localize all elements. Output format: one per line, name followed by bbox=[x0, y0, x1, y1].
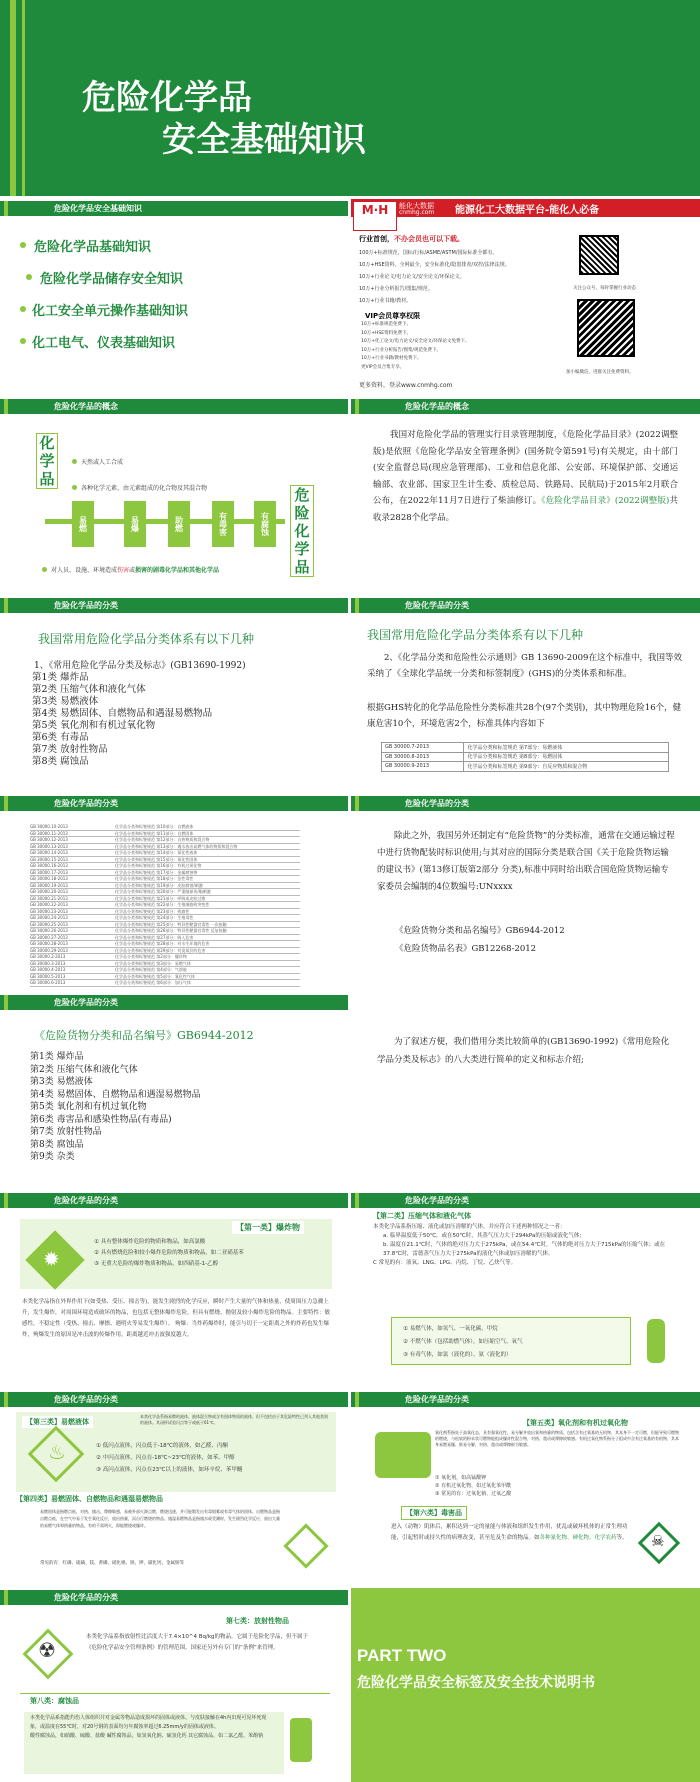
slide-header: 危险化学品的分类 bbox=[0, 995, 348, 1010]
slide-heading: 我国常用危险化学品分类体系有以下几种 bbox=[38, 632, 255, 646]
class2-items: ① 易燃气体，如氢气、一氧化碳、甲烷 ② 不燃气体（包括助燃气体），如压缩空气、氧气 ③ 有毒气体，如氯（液化的）、氨（液化的） bbox=[403, 1326, 523, 1358]
property-box: 助燃 bbox=[168, 501, 190, 547]
part-label: PART TWO bbox=[357, 1646, 447, 1665]
qr-caption: 关注公众号，每时掌握行业动态 bbox=[573, 286, 636, 291]
standard-code: GB 30000.10-2013 bbox=[30, 824, 68, 829]
class3-4-slide bbox=[0, 1390, 348, 1585]
standard-title: 化学品分类和标签规范 第20部分：严重眼损伤/眼刺激 bbox=[115, 889, 211, 894]
flame-glyph: ♨ bbox=[48, 1440, 66, 1464]
standard-title: 化学品分类和标签规范 第13部分：遇水放出易燃气体的物质和混合物 bbox=[115, 843, 238, 849]
cover-slide bbox=[0, 0, 700, 196]
standard-title: 化学品分类和标签规范 第4部分：气溶胶 bbox=[115, 967, 187, 972]
accent-stripe bbox=[10, 0, 16, 196]
class6-title: 【第六类】毒害品 bbox=[401, 1506, 467, 1520]
standard-code: GB 30000.19-2013 bbox=[30, 882, 68, 888]
class2-title: 【第二类】压缩气体和液化气体 bbox=[373, 1212, 471, 1220]
standard-code: GB 30000.14-2013 bbox=[30, 850, 68, 855]
concept-paragraph: 我国对危险化学品的管理实行目录管理制度，《危险化学品目录》(2022调整版)是依照《危险化学品安全管理条例》(国务院令第591号)有关规定，由十部门(安全监督总局(现应急管理部)、工业和信息化部、公安部、环境保护部、交通运输部、农业部、国家卫生计生委、质检总局、铁路局、民航局)于2015年2月联合公布，在2022年11月7日进行了柴油修订。《危险化学品目录》(2022调整版)共收录2828个化学品。 bbox=[373, 430, 678, 523]
slide-header: 危险化学品的概念 bbox=[0, 399, 348, 414]
standard-code: GB 30000.12-2013 bbox=[30, 837, 68, 842]
explosion-glyph: ✹ bbox=[43, 1247, 60, 1271]
standards-table bbox=[381, 742, 669, 772]
standard-title: 化学品分类和标签规范 第27部分：吸入危害 bbox=[115, 934, 194, 940]
standard-title: 化学品分类和标签规范 第19部分：皮肤腐蚀/刺激 bbox=[115, 882, 203, 888]
standard-code: GB 30000.26-2013 bbox=[30, 928, 68, 933]
class1-body: 本类化学品指在外界作用下(如受热、受压、撞击等)，能发生剧烈的化学反应，瞬时产生大量的气体和热量，使周围压力急骤上升，发生爆炸，对周围环境造成破坏的物品，也包括无整体爆炸危险，但具有燃烧、抛射及较小爆炸危险的物品。主要特性：敏感性，不稳定性（受热、撞击、摩擦、遇明火等易发生爆炸）。 殉爆：当炸药爆炸时，能引与切于一定距离之外的炸药也发生爆炸，殉爆发生的原因是冲击波的传爆作用，距离越近冲击波强度越大。 bbox=[22, 1299, 331, 1338]
standard-title: 化学品分类和标签规范 第23部分：致癌性 bbox=[115, 908, 190, 914]
standard-title: 化学品分类和标签规范 第2部分：爆炸物 bbox=[115, 954, 187, 959]
logo-box bbox=[353, 201, 397, 231]
standard-title: 化学品分类和标签规范 第5部分：氧化性气体 bbox=[115, 973, 195, 979]
ad-sub: 行业首创，不办会员也可以下载。 bbox=[359, 235, 464, 243]
property-box: 易燃 bbox=[72, 501, 94, 547]
standard-title: 化学品分类和标签规范 第25部分：特异性靶器官毒性 一次接触 bbox=[115, 921, 227, 927]
class1-title: 【第一类】爆炸物 bbox=[232, 1221, 304, 1234]
goods-standard-1: 《危险货物分类和品名编号》GB6944-2012 bbox=[395, 926, 565, 936]
contents-item: 危险化学品储存安全知识 bbox=[20, 261, 188, 293]
standard-title: 化学品分类和标签规范 第26部分：特异性靶器官毒性 反复接触 bbox=[115, 928, 227, 933]
concept-footer: 对人员、设施、环境造成伤害或损害的剧毒化学品和其他化学品 bbox=[42, 565, 219, 574]
slide-heading: 《危险货物分类和品名编号》GB6944-2012 bbox=[34, 1029, 254, 1042]
contents-slide bbox=[0, 199, 348, 394]
vip-title: VIP会员尊享权限 bbox=[365, 312, 421, 320]
class7-8-slide bbox=[0, 1588, 348, 1782]
ad-more: 更多资料，登录www.cnmhg.com bbox=[359, 382, 453, 389]
oxidizer-icon bbox=[375, 1432, 431, 1478]
class5-items: ① 氧化剂，如高锰酸钾 ② 有机过氧化物，如过氧化苯甲酰 ③ 常见的有：过氧化钠、过氧乙酸 bbox=[435, 1475, 512, 1497]
slide-header: 危险化学品的分类 bbox=[351, 1193, 700, 1208]
class8-desc: 本类化学品系指能灼伤人体组织并对金属等物品造成损坏的固体或液体。与皮肤接触在4h内出现可见坏死现象，或温度在55℃时，对20号钢的表面均匀年腐蚀率超过6.25mm/y的固体或液体。 酸性腐蚀品，如硝酸、硫酸、盐酸 碱性腐蚀品，如氢氧化钠、硫氢化钙 其它腐蚀品，如二氯乙醛、苯酚钠 bbox=[30, 1715, 267, 1739]
skull-glyph: ☠ bbox=[651, 1532, 665, 1550]
ad-lines: 100万+标准规范，国标/行标/ASME/ASTM/国际标准全都有。 10万+HSE资料，全网最全，安全标准化/隐患排查/双控/法律法规。 10万+行业论文/电力论文/安全论文/环保论文。 10万+行业分析报告/图集/规范。 10万+行业书籍/教材。 bbox=[359, 250, 510, 304]
standard-intro: 1、《常用危险化学品分类及标志》(GB13690-1992) bbox=[34, 661, 246, 671]
class6-desc: 进入（动物）肌体后，累积达到一定的量能与体液和组织发生作用，扰乱或破坏机体的正常生理功能，引起暂时或持久性的病理改变，甚至危及生命的物品。如各种氰化物、砷化物、化学农药等。 bbox=[391, 1524, 628, 1541]
classification-slide-2 bbox=[351, 596, 700, 791]
class7-desc: 本类化学品系指放射性比活度大于7.4×10^4 Bq/kg的物品。它属于危险化学品，但不属于《危险化学品安全管理条例》的管理范围。国家还另外有专门的“条例”来管理。 bbox=[86, 1634, 309, 1651]
ad-headline: 能源化工大数据平台-能化人必备 bbox=[455, 205, 600, 216]
category-list: 第1类 爆炸品 第2类 压缩气体和液化气体 第3类 易燃液体 第4类 易燃固体、自燃物品和遇湿易燃物品 第5类 氧化剂和有机过氧化物 第6类 毒害品和感染性物品(有毒品) 第7类 放射性物品 第8类 腐蚀品 第9类 杂类 bbox=[30, 1052, 201, 1162]
standards-table bbox=[30, 824, 300, 987]
slide-header: 危险化学品的分类 bbox=[0, 1193, 348, 1208]
standard-code: GB 30000.6-2013 bbox=[30, 980, 66, 985]
standard-title: 化学品分类和标签规范 第3部分：易燃气体 bbox=[115, 960, 191, 966]
radiation-glyph: ☢ bbox=[38, 1638, 56, 1662]
standard-code: GB 30000.13-2013 bbox=[30, 843, 68, 849]
goods-standard-2: 《危险货物品名表》GB12268-2012 bbox=[395, 944, 537, 954]
standard-code: GB 30000.15-2013 bbox=[30, 856, 68, 862]
table-row: GB 30000.8-2013 化学品分类和标签规范 第8部分：易燃固体 bbox=[382, 752, 669, 762]
slide-header: 危险化学品的分类 bbox=[351, 598, 700, 613]
class3-items: ① 低闪点液体，闪点低于-18℃的液体，如乙醛、丙酮 ② 中闪点液体，闪点在-18℃~23℃的液体，如苯、甲醇 ③ 高闪点液体，闪点在23℃以上的液体，如环辛烷、苯甲醚 bbox=[96, 1443, 243, 1473]
standard-code: GB 30000.27-2013 bbox=[30, 934, 68, 940]
class1-slide bbox=[0, 1191, 348, 1387]
standard-title: 化学品分类和标签规范 第14部分：氧化性液体 bbox=[115, 850, 198, 855]
contents-item: 危险化学品基础知识 bbox=[20, 229, 188, 261]
qr-code bbox=[579, 235, 619, 275]
standard-title: 化学品分类和标签规范 第29部分：对臭氧层的危害 bbox=[115, 947, 206, 953]
class5-title: 【第五类】氧化剂和有机过氧化物 bbox=[523, 1419, 628, 1427]
slide-header: 危险化学品的分类 bbox=[0, 796, 348, 811]
standard-code: GB 30000.3-2013 bbox=[30, 960, 66, 966]
class5-6-slide bbox=[351, 1390, 700, 1585]
contents-item: 化工安全单元操作基础知识 bbox=[20, 293, 188, 325]
slide-header: 危险化学品安全基础知识 bbox=[0, 201, 348, 216]
part-two-slide bbox=[351, 1588, 700, 1782]
class3-title: 【第三类】易燃液体 bbox=[22, 1416, 93, 1428]
hazchem-label: 危险化学品 bbox=[290, 485, 314, 577]
corrosive-bottle-icon bbox=[290, 1718, 312, 1762]
class4-examples: 常见的有：红磷、硫磺、镁、黄磷、硝化棉、钠、钾、碳化钙、金属钠等 bbox=[40, 1561, 184, 1566]
logo-url: cnmhg.com bbox=[399, 209, 435, 216]
standard-title: 化学品分类和标签规范 第15部分：氧化性固体 bbox=[115, 856, 198, 862]
cover-title-line2: 安全基础知识 bbox=[162, 120, 366, 160]
standard-code: GB 30000.28-2013 bbox=[30, 941, 68, 946]
standard-code: GB 30000.11-2013 bbox=[30, 830, 68, 836]
part-title: 危险化学品安全标签及安全技术说明书 bbox=[357, 1675, 595, 1691]
standard-code: GB 30000.4-2013 bbox=[30, 967, 66, 972]
ghs-paragraph-2: 根据GHS转化的化学品危险性分类标准共28个(97个类别)，其中物理危险16个，健康危害10个，环境危害2个，标准具体内容如下 bbox=[367, 703, 682, 729]
definition-2: 各种化学元素、由元素组成的化合物及其混合物 bbox=[72, 483, 207, 492]
standard-code: GB 30000.29-2013 bbox=[30, 947, 68, 953]
flammable-icon bbox=[283, 1523, 328, 1568]
contents-item: 化工电气、仪表基础知识 bbox=[20, 325, 188, 357]
standard-code: GB 30000.16-2013 bbox=[30, 863, 68, 868]
standard-title: 化学品分类和标签规范 第6部分：加压气体 bbox=[115, 980, 191, 985]
ghs-paragraph: 2、《化学品分类和危险性公示通则》GB 13690-2009在这个标准中，我国等效采纳了《全球化学品统一分类和标签制度》(GHS)的分类体系和标准。 bbox=[367, 653, 682, 679]
qr-caption: 加小编微信，进群关注免费资料。 bbox=[566, 370, 634, 375]
standard-code: GB 30000.17-2013 bbox=[30, 869, 68, 875]
standard-title: 化学品分类和标签规范 第16部分：有机过氧化物 bbox=[115, 863, 202, 868]
standard-title: 化学品分类和标签规范 第28部分：对水生环境的危害 bbox=[115, 941, 210, 946]
table-row bbox=[30, 980, 300, 987]
standard-code: GB 30000.2-2013 bbox=[30, 954, 66, 959]
class2-slide bbox=[351, 1191, 700, 1387]
standard-title: 化学品分类和标签规范 第18部分：急性毒性 bbox=[115, 876, 194, 881]
intro-paragraph: 为了叙述方便，我们借用分类比较简单的(GB13690-1992)《常用危险化学品分类及标志》的八大类进行简单的定义和标志介绍; bbox=[377, 1037, 670, 1065]
concept-slide bbox=[0, 397, 348, 593]
class8-title: 第八类：腐蚀品 bbox=[30, 1697, 79, 1705]
standards-list-slide bbox=[0, 794, 348, 990]
class4-title: 【第四类】易燃固体、自燃物品和遇湿易燃物品 bbox=[16, 1495, 163, 1503]
gas-cylinder-icon bbox=[647, 1319, 665, 1363]
standard-code: GB 30000.5-2013 bbox=[30, 973, 66, 979]
concept-text-slide bbox=[351, 397, 700, 593]
chemical-label: 化学品 bbox=[36, 433, 58, 489]
dangerous-goods-slide bbox=[351, 794, 700, 990]
standard-title: 化学品分类和标签规范 第10部分：自燃液体 bbox=[115, 824, 194, 829]
property-box: 有毒害 bbox=[212, 501, 234, 547]
standard-code: GB 30000.24-2013 bbox=[30, 915, 68, 920]
goods-paragraph: 除此之外，我国另外还制定有“危险货物”的分类标准，通常在交通运输过程中进行货物配装时标识使用;与其对应的国际分类是联合国《关于危险货物运输的建议书》(第13修订版第2部分 分类),标准中同时给出联合国危险货物运输专家委员会编制的4位数编号:UNxxxx bbox=[377, 831, 675, 892]
class7-title: 第七类：放射性物品 bbox=[226, 1617, 289, 1625]
logo-name: 能化大数据 bbox=[399, 202, 434, 210]
slide-header: 危险化学品的分类 bbox=[351, 1392, 700, 1407]
class2-body: 本类化学品系指压缩、液化或加压溶解的气体，并应符合下述两种情况之一者： a. 临界温度低于50℃，或在50℃时，其蒸气压力大于294kPa的压缩或液化气体; b. 温度在21.1℃时，气体的绝对压力大于275kPa，或在54.4℃时，气体的绝对压力大于715kPa的压缩气体；或在37.8℃时，雷德蒸气压力大于275kPa的液化气体或加压溶解的气体。 C 常见的有：液氧、LNG、LPG、丙烷、丁烷、乙炔气等。 bbox=[373, 1224, 666, 1266]
gb6944-slide bbox=[0, 993, 348, 1188]
property-box: 易爆 bbox=[124, 501, 146, 547]
standard-code: GB 30000.18-2013 bbox=[30, 876, 68, 881]
class1-items: ① 具有整体爆炸危险的物质和物品，如高氯酸 ② 具有燃烧危险和较小爆炸危险的物质和物品，如二亚硝基苯 ③ 无重大危险的爆炸物质和物品，如四硝基-1-乙醇 bbox=[94, 1239, 244, 1267]
accent-stripe bbox=[22, 0, 25, 196]
classification-slide-1 bbox=[0, 596, 348, 791]
standard-title: 化学品分类和标签规范 第24部分：生殖毒性 bbox=[115, 915, 194, 920]
class4-desc: 易燃固体是指燃点低，对热、撞击、摩擦敏感，易被外部火源点燃，燃烧迅速，并可能散发出有毒烟雾或有毒气体的固体。自燃物品是指自燃点低，在空气中易于发生氧化反应，放出热量，而自行燃烧的物品。遇湿易燃物品是指遇水或受潮时，发生剧烈化学反应，放出大量的易燃气体和热量的物品，有的不需明火，即能燃烧或爆炸。 bbox=[40, 1509, 280, 1528]
standard-title: 化学品分类和标签规范 第12部分：自热物质和混合物 bbox=[115, 837, 210, 842]
class3-desc: 本类化学品系指易燃的液体、液体混合物或含有固体物质的液体，但不包括由于其危险特性已列入其他类别的液体。其闭杯试验闪点等于或低于61℃。 bbox=[140, 1414, 328, 1425]
standard-code: GB 30000.20-2013 bbox=[30, 889, 68, 894]
table-row: GB 30000.7-2013 化学品分类和标签规范 第7部分：易燃液体 bbox=[382, 743, 669, 753]
ad-slide bbox=[351, 199, 700, 394]
slide-header: 危险化学品的分类 bbox=[351, 796, 700, 811]
cover-title-line1: 危险化学品 bbox=[82, 78, 252, 118]
slide-heading: 我国常用危险化学品分类体系有以下几种 bbox=[367, 628, 584, 642]
standard-title: 化学品分类和标签规范 第11部分：自燃固体 bbox=[115, 830, 194, 836]
slide-header: 危险化学品的概念 bbox=[351, 399, 700, 414]
standard-code: GB 30000.25-2013 bbox=[30, 921, 68, 927]
standard-title: 化学品分类和标签规范 第21部分：呼吸或皮肤过敏 bbox=[115, 895, 206, 901]
definition-1: 天然或人工合成 bbox=[72, 457, 123, 466]
standard-code: GB 30000.23-2013 bbox=[30, 908, 68, 914]
table-row: GB 30000.9-2013 化学品分类和标签规范 第9部分：自反应物质和混合物 bbox=[382, 762, 669, 772]
slide-header: 危险化学品的分类 bbox=[0, 598, 348, 613]
category-list: 第1类 爆炸品 第2类 压缩气体和液化气体 第3类 易燃液体 第4类 易燃固体、自燃物品和遇湿易燃物品 第5类 氧化剂和有机过氧化物 第6类 有毒品 第7类 放射性物品 第8类 腐蚀品 bbox=[32, 672, 213, 767]
standard-title: 化学品分类和标签规范 第17部分：金属腐蚀物 bbox=[115, 869, 198, 875]
slide-header: 危险化学品的分类 bbox=[0, 1590, 348, 1605]
standard-title: 化学品分类和标签规范 第22部分：生殖细胞致突变性 bbox=[115, 902, 210, 907]
intro-slide bbox=[351, 993, 700, 1188]
slide-header: 危险化学品的分类 bbox=[0, 1392, 348, 1407]
class5-desc: 氧化剂系指处于高氧化态，具有强氧化性，易分解并放出氧和热量的物质。包括含有过氧基的无机物，其本身不一定可燃，但能导致可燃物的燃烧，与松软的粉末状可燃物能组成爆炸性混合物，对热、震动或摩擦较敏感。有机过氧化物系指分子组成中含有过氧基的有机物，其本身易燃易爆、极易分解，对热、震动或摩擦极为敏感。 bbox=[435, 1430, 679, 1448]
property-box: 有腐蚀 bbox=[254, 501, 276, 547]
qr-code bbox=[577, 299, 635, 357]
vip-list: 10万+标准规范免费下。 10万+HSE资料免费下。 10万+化工论文/电力论文/安全论文/环保论文免费下。 10万+行业分析报告/图集/规范免费下。 10万+行业书籍/教材免费下。 更VIP会员合集专享。 bbox=[361, 322, 470, 370]
standard-code: GB 30000.21-2013 bbox=[30, 895, 68, 901]
contents-list bbox=[20, 229, 188, 357]
property-boxes bbox=[72, 501, 276, 547]
standard-code: GB 30000.22-2013 bbox=[30, 902, 68, 907]
logo-mark: M·H bbox=[361, 203, 389, 217]
